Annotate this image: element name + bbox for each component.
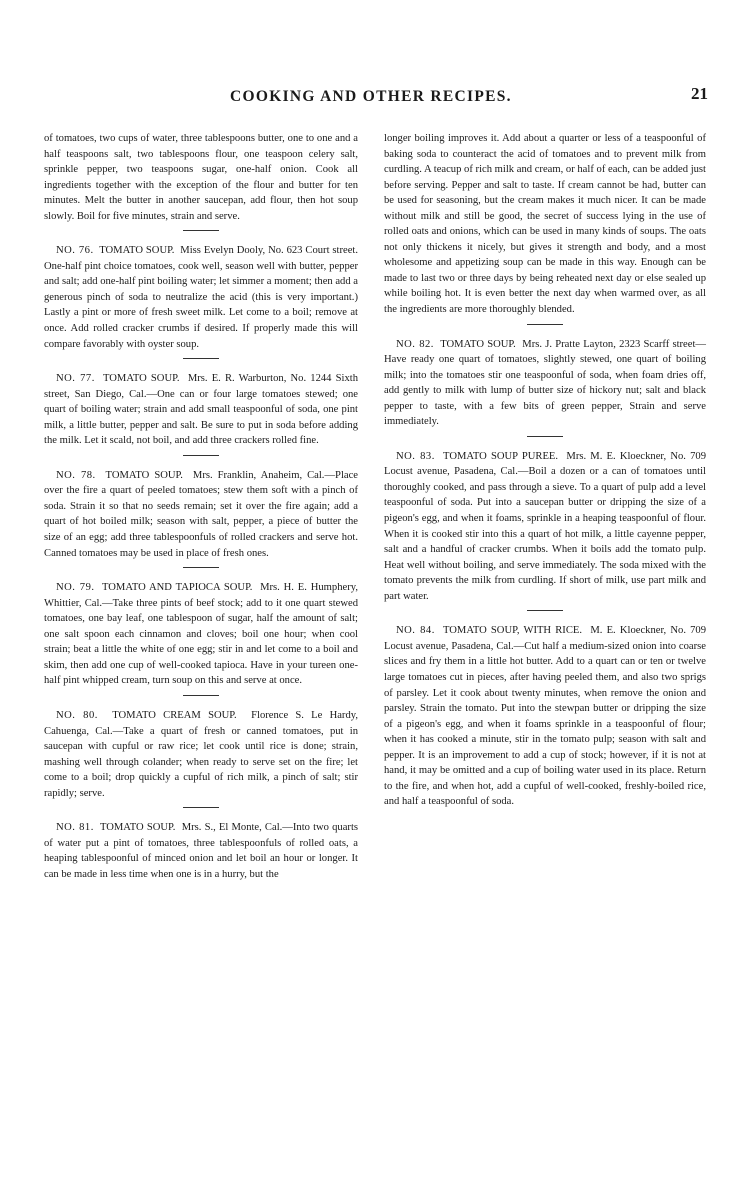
recipe-title: TOMATO SOUP. (103, 373, 180, 385)
recipe-78 (44, 468, 358, 561)
running-header (0, 84, 750, 110)
recipe-77 (44, 371, 358, 449)
recipe-number: NO. 76. (56, 245, 94, 257)
section-divider (183, 230, 219, 231)
recipe-title: TOMATO SOUP, WITH RICE. (443, 625, 583, 637)
recipe-82 (384, 337, 706, 430)
recipe-body: M. E. Kloeckner, No. 709 Locust avenue, Pasadena, Cal.—Cut half a medium-sized onion into coarse slices and fry them in a little hot butter. Add to a quart can or ten or twelve large tomatoes cut in pieces, after having peeled them, and also two sprigs of parsley. Let it cook about twenty minutes, when remove the onion and parsley. Strain the tomato. Put into the stewpan butter or dripping the size of a pigeon's egg, and when it foams sprinkle in a teaspoonful of flour; when it has cooked a minute, stir in the tomato pulp; season with salt and pepper. It is an improvement to add a cup of stock; however, if it is not at hand, it may be omitted and a cup of boiling water used in its place. Return to the fire, and when hot, add a cupful of well-cooked, freshly-boiled rice, and half a teaspoonful of soda. (384, 625, 707, 808)
recipe-83 (384, 449, 706, 604)
recipe-80 (44, 708, 358, 801)
recipe-body: Mrs. Franklin, Anaheim, Cal.—Place over the fire a quart of peeled tomatoes; stew them soft with a pinch of soda. Strain it so that no seeds remain; set it over the fire again; add a quart of hot boiled milk; season with salt, pepper, a piece of butter the size of an egg; add three tablespoonfuls of rolled crackers and serve hot. Canned tomatoes may be used in place of fresh ones. (44, 469, 358, 559)
section-divider (183, 567, 219, 568)
section-divider (527, 436, 563, 437)
recipe-number: NO. 79. (56, 582, 95, 594)
recipe-body: Mrs. E. R. Warburton, No. 1244 Sixth street, San Diego, Cal.—One can or four large tomatoes stewed; one quart of boiling water; strain and add small teaspoonful of soda, one pint milk, a little butter, pepper and salt. Be sure to put in soda before adding the milk. Let it scald, not boil, and add three crackers rolled fine. (44, 373, 358, 447)
recipe-number: NO. 83. (396, 450, 435, 462)
recipe-body: Mrs. S., El Monte, Cal.—Into two quarts of water put a pint of tomatoes, three tablespoonfuls of rolled oats, a heaping tablespoonful of minced onion and let boil an hour or longer. It can be made in less time when one is in a hurry, but the (44, 822, 359, 880)
recipe-title: TOMATO SOUP. (105, 469, 183, 481)
right-column (384, 131, 706, 810)
section-divider (527, 610, 563, 611)
recipe-body: Mrs. M. E. Kloeckner, No. 709 Locust avenue, Pasadena, Cal.—Boil a dozen or a can of tomatoes until thoroughly cooked, and pass through a sieve. To a quart of pulp add a level teaspoonful of soda. Put into a saucepan butter or dripping the size of a pigeon's egg, and when it foams, sprinkle in a heaping teaspoonful of flour. When it is cooked stir into this a quart of hot milk, a little cayenne pepper, salt and a handful of cracker crumbs. When it boils add the tomato pulp. Heat well without boiling, and serve immediately. The soda mixed with the tomato prevents the milk from curdling. If short of milk, use part milk and part water. (384, 450, 707, 602)
recipe-body: Florence S. Le Hardy, Cahuenga, Cal.—Take a quart of fresh or canned tomatoes, put in saucepan with cupful or raw rice; let cook until rice is done; strain, mashing well through colander; when ready to serve set on the fire; let come to a boil; drop quickly a cupful of rich milk, a pinch of salt; stir rapidly; serve. (44, 709, 359, 799)
section-divider (183, 358, 219, 359)
recipe-79 (44, 580, 358, 689)
recipe-number: NO. 82. (396, 338, 434, 350)
recipe-number: NO. 84. (396, 625, 435, 637)
recipe-title: TOMATO CREAM SOUP. (112, 709, 237, 721)
recipe-number: NO. 77. (56, 373, 95, 385)
running-title: COOKING AND OTHER RECIPES. (230, 88, 512, 105)
left-column (44, 131, 358, 882)
recipe-title: TOMATO SOUP. (99, 822, 176, 834)
recipe-body: of tomatoes, two cups of water, three tablespoons butter, one to one and a half teaspoons salt, two tablespoons flour, one teaspoon celery salt, sprinkle pepper, two teaspoons sugar, one-half onion. Cook all ingredients together with the exception of the flour and butter for ten minutes. Melt the butter in another saucepan, add flour, then hot soup slowly. Boil for five minutes, strain and serve. (44, 133, 358, 222)
section-divider (183, 695, 219, 696)
section-divider (527, 324, 563, 325)
recipe-76 (44, 243, 358, 352)
section-divider (183, 807, 219, 808)
recipe-number: NO. 80. (56, 709, 98, 721)
recipe-body: Mrs. H. E. Humphery, Whittier, Cal.—Take three pints of beef stock; add to it one quart stewed tomatoes, one bay leaf, one tablespoon of sugar, half the amount of salt; one salt spoon each cinnamon and cloves; boil one hour; when cool strain; beat a little the white of one egg; stir in and let come to a boil and skim, then add one cup of well-cooked tapioca. Have in your tureen one-half pint whipped cream, turn soup on this and serve at once. (44, 582, 358, 687)
recipe-title: TOMATO SOUP PUREE. (443, 450, 559, 462)
recipe-continuation (44, 131, 358, 224)
recipe-title: TOMATO AND TAPIOCA SOUP. (102, 582, 253, 594)
recipe-continuation (384, 131, 706, 318)
recipe-title: TOMATO SOUP. (440, 338, 516, 350)
recipe-81 (44, 820, 358, 882)
recipe-title: TOMATO SOUP. (99, 245, 175, 257)
recipe-body: Miss Evelyn Dooly, No. 623 Court street. One-half pint choice tomatoes, cook well, season well with butter, pepper and salt; add one-half pint boiling water; let simmer a moment; then add a generous pinch of soda to neutralize the acid (this is very important.) Lastly a pint or more of fresh sweet milk. Let come to a boil; remove at once. Add rolled cracker crumbs if desired. If properly made this will compare favorably with oyster soup. (44, 245, 359, 350)
page-number: 21 (691, 84, 708, 103)
recipe-body: Mrs. J. Pratte Layton, 2323 Scarff street—Have ready one quart of tomatoes, slightly stewed, one quart of boiling milk; into the tomatoes stir one teaspoonful of soda, when foam dries off, add gently to milk with lump of butter size of hickory nut; salt and black pepper to taste, with a few bits of green pepper, Strain and serve immediately. (384, 338, 706, 428)
recipe-number: NO. 78. (56, 469, 96, 481)
recipe-body: longer boiling improves it. Add about a quarter or less of a teaspoonful of baking soda to counteract the acid of tomatoes and to prevent milk from curdling. A teacup of rich milk and cream, or half of each, can be added just before serving. Pepper and salt to taste. If cream cannot be had, butter can be used for seasoning, but the cream makes it much nicer. It can be made without milk and still be good, the secret of success lying in the use of rolled oats and onions, which can be used in many kinds of soups. The oats not only thickens it nicely, but gives it strength and body, and a most wholesome and appetizing soup can be made in this way. Enough can be made to last two or three days by being reheated next day or else sealed up while boiling hot. It is even better the next day when warmed over, as all the ingredients are more thoroughly blended. (384, 133, 706, 316)
recipe-84 (384, 623, 706, 810)
section-divider (183, 455, 219, 456)
recipe-number: NO. 81. (56, 822, 94, 834)
